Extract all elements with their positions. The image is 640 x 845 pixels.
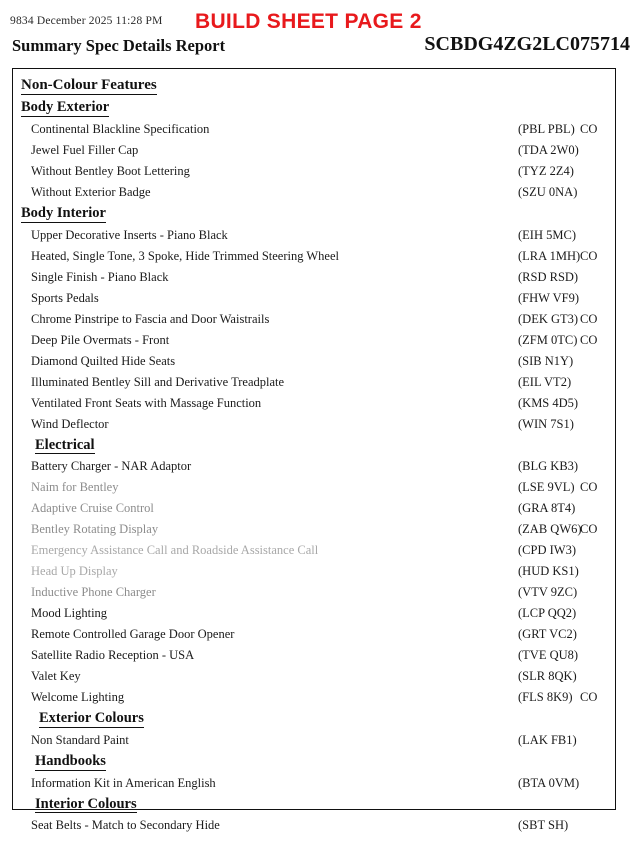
feature-co-flag: CO bbox=[580, 311, 598, 326]
feature-code: (HUD KS1) bbox=[518, 564, 579, 579]
feature-row bbox=[13, 773, 615, 794]
feature-row bbox=[13, 666, 615, 687]
table-title: Non-Colour Features bbox=[13, 75, 615, 97]
sections-host bbox=[13, 97, 615, 836]
feature-description: Without Exterior Badge bbox=[31, 184, 151, 199]
feature-description: Without Bentley Boot Lettering bbox=[31, 163, 190, 178]
section-heading bbox=[13, 97, 615, 119]
feature-description: Upper Decorative Inserts - Piano Black bbox=[31, 227, 228, 242]
feature-co-flag: CO bbox=[580, 690, 598, 705]
feature-code: (GRA 8T4) bbox=[518, 501, 576, 516]
feature-description: Jewel Fuel Filler Cap bbox=[31, 142, 139, 157]
feature-row bbox=[13, 393, 615, 414]
feature-description: Adaptive Cruise Control bbox=[31, 501, 154, 516]
feature-description: Continental Blackline Specification bbox=[31, 121, 210, 136]
feature-code: (SBT SH) bbox=[518, 818, 569, 833]
feature-row bbox=[13, 119, 615, 140]
report-header bbox=[12, 33, 630, 62]
feature-code: (VTV 9ZC) bbox=[518, 585, 578, 600]
feature-row bbox=[13, 182, 615, 203]
feature-code: (RSD RSD) bbox=[518, 269, 579, 284]
feature-description: Mood Lighting bbox=[31, 606, 108, 621]
feature-row bbox=[13, 519, 615, 540]
feature-code: (ZFM 0TC) bbox=[518, 332, 578, 347]
feature-code: (TDA 2W0) bbox=[518, 142, 579, 157]
features-table bbox=[13, 69, 615, 833]
section-heading bbox=[13, 751, 615, 773]
feature-code: (BLG KB3) bbox=[518, 459, 579, 474]
feature-row bbox=[13, 687, 615, 708]
section-heading-label: Handbooks bbox=[35, 752, 106, 769]
feature-code: (BTA 0VM) bbox=[518, 775, 580, 790]
feature-code: (LSE 9VL) bbox=[518, 480, 575, 495]
section-heading-label: Interior Colours bbox=[35, 795, 137, 812]
feature-row bbox=[13, 288, 615, 309]
feature-description: Valet Key bbox=[31, 669, 81, 684]
feature-row bbox=[13, 330, 615, 351]
vin-number: SCBDG4ZG2LC075714 bbox=[424, 33, 630, 55]
feature-row bbox=[13, 561, 615, 582]
feature-row bbox=[13, 815, 615, 836]
section-heading bbox=[13, 794, 615, 816]
section-heading bbox=[13, 708, 615, 730]
feature-description: Single Finish - Piano Black bbox=[31, 269, 169, 284]
feature-code: (TVE QU8) bbox=[518, 648, 579, 663]
feature-code: (LCP QQ2) bbox=[518, 606, 577, 621]
feature-code: (WIN 7S1) bbox=[518, 416, 574, 431]
feature-description: Sports Pedals bbox=[31, 290, 99, 305]
section-heading-label: Body Exterior bbox=[21, 99, 110, 116]
feature-row bbox=[13, 161, 615, 182]
feature-description: Inductive Phone Charger bbox=[31, 585, 156, 600]
feature-row bbox=[13, 372, 615, 393]
scan-timestamp: 9834 December 2025 11:28 PM bbox=[10, 15, 163, 27]
section-heading bbox=[13, 435, 615, 457]
feature-row bbox=[13, 140, 615, 161]
feature-row bbox=[13, 225, 615, 246]
feature-code: (FHW VF9) bbox=[518, 290, 580, 305]
feature-row bbox=[13, 603, 615, 624]
feature-description: Information Kit in American English bbox=[31, 775, 216, 790]
feature-row bbox=[13, 414, 615, 435]
feature-row bbox=[13, 456, 615, 477]
feature-code: (GRT VC2) bbox=[518, 627, 577, 642]
feature-description: Chrome Pinstripe to Fascia and Door Waistrails bbox=[31, 311, 270, 326]
feature-description: Welcome Lighting bbox=[31, 690, 125, 705]
feature-row bbox=[13, 351, 615, 372]
feature-code: (ZAB QW6) bbox=[518, 522, 582, 537]
section-heading-label: Body Interior bbox=[21, 204, 106, 221]
feature-description: Non Standard Paint bbox=[31, 732, 129, 747]
feature-description: Satellite Radio Reception - USA bbox=[31, 648, 195, 663]
feature-row bbox=[13, 267, 615, 288]
feature-description: Wind Deflector bbox=[31, 416, 109, 431]
feature-row bbox=[13, 246, 615, 267]
feature-description: Heated, Single Tone, 3 Spoke, Hide Trimmed Steering Wheel bbox=[31, 248, 339, 263]
feature-co-flag: CO bbox=[580, 121, 598, 136]
feature-row bbox=[13, 645, 615, 666]
feature-description: Head Up Display bbox=[31, 564, 118, 579]
features-table-frame bbox=[12, 68, 616, 833]
feature-description: Naim for Bentley bbox=[31, 480, 119, 495]
feature-code: (SIB N1Y) bbox=[518, 353, 574, 368]
feature-code: (SLR 8QK) bbox=[518, 669, 577, 684]
feature-description: Diamond Quilted Hide Seats bbox=[31, 353, 176, 368]
feature-code: (KMS 4D5) bbox=[518, 395, 579, 410]
feature-code: (TYZ 2Z4) bbox=[518, 163, 574, 178]
feature-code: (LAK FB1) bbox=[518, 732, 577, 747]
feature-co-flag: CO bbox=[580, 522, 598, 537]
feature-co-flag: CO bbox=[580, 248, 598, 263]
feature-code: (SZU 0NA) bbox=[518, 184, 578, 199]
feature-description: Seat Belts - Match to Secondary Hide bbox=[31, 818, 220, 833]
feature-description: Battery Charger - NAR Adaptor bbox=[31, 459, 192, 474]
feature-description: Remote Controlled Garage Door Opener bbox=[31, 627, 235, 642]
feature-description: Bentley Rotating Display bbox=[31, 522, 159, 537]
feature-code: (FLS 8K9) bbox=[518, 690, 573, 705]
feature-row bbox=[13, 624, 615, 645]
feature-code: (LRA 1MH) bbox=[518, 248, 581, 263]
feature-row bbox=[13, 582, 615, 603]
feature-description: Deep Pile Overmats - Front bbox=[31, 332, 170, 347]
feature-co-flag: CO bbox=[580, 332, 598, 347]
feature-row bbox=[13, 540, 615, 561]
feature-row bbox=[13, 498, 615, 519]
feature-co-flag: CO bbox=[580, 480, 598, 495]
feature-description: Illuminated Bentley Sill and Derivative Treadplate bbox=[31, 374, 285, 389]
feature-code: (PBL PBL) bbox=[518, 121, 575, 136]
section-heading bbox=[13, 203, 615, 225]
feature-row bbox=[13, 477, 615, 498]
feature-code: (DEK GT3) bbox=[518, 311, 579, 326]
feature-row bbox=[13, 730, 615, 751]
section-heading-label: Electrical bbox=[35, 436, 95, 453]
feature-code: (EIH 5MC) bbox=[518, 227, 576, 242]
feature-description: Ventilated Front Seats with Massage Function bbox=[31, 395, 262, 410]
report-title: Summary Spec Details Report bbox=[12, 36, 226, 55]
feature-row bbox=[13, 309, 615, 330]
feature-code: (CPD IW3) bbox=[518, 543, 576, 558]
feature-description: Emergency Assistance Call and Roadside Assistance Call bbox=[31, 543, 319, 558]
feature-code: (EIL VT2) bbox=[518, 374, 572, 389]
section-heading-label: Exterior Colours bbox=[39, 710, 144, 727]
build-sheet-title: BUILD SHEET PAGE 2 bbox=[195, 10, 422, 33]
